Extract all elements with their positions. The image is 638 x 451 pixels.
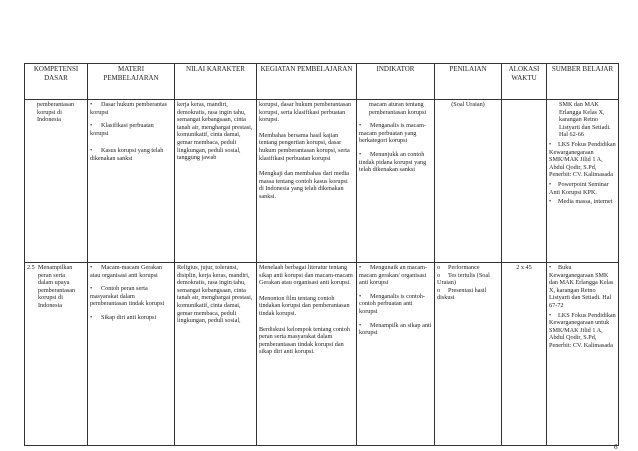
list-item: • Sikap diri anti korupsi: [90, 313, 157, 321]
header-materi: MATERI PEMBELAJARAN: [88, 64, 175, 100]
indikator-lead: macam aturan tentang pemberantasan korupsi: [369, 101, 427, 116]
bullet-icon: •: [90, 101, 93, 108]
cell-alokasi: [502, 100, 547, 263]
header-penilaian: PENILAIAN: [435, 64, 502, 100]
list-item: • Contoh peran serta masyarakat dalam pemberantasan tindak korupsi: [90, 285, 165, 308]
list-item: • Buku Kewarganegaraan SMK dan MAK Erlangga Kelas X, karangan Retno Listyarti dan Setiadi. Hal 67-72: [549, 264, 614, 309]
cell-materi: [88, 263, 175, 446]
list-item: • Menganalis is contoh-contoh perbuatan anti korupsi: [359, 292, 425, 315]
list-item: o Presentasi hasil diskusi: [437, 286, 487, 302]
list-item: • Menampilk an sikap anti korupsi: [359, 321, 432, 337]
kegiatan-paragraph: Menelaah berbagai literatur tentang sikap anti korupsi dan macam-macam Gerakan atau organisasi anti korupsi.: [259, 264, 353, 287]
cell-indikator: [357, 263, 435, 446]
cell-sumber: [547, 100, 619, 263]
header-alokasi: ALOKASI WAKTU: [502, 64, 547, 100]
cell-indikator: [357, 100, 435, 263]
list-item: • Kasus korupsi yang telah dikenakan sanksi: [90, 147, 164, 162]
list-item: • Menganalis is macam-macam perbuatan yang berkategori korupsi: [359, 122, 427, 145]
bullet-icon: •: [549, 198, 552, 206]
circle-bullet-icon: o: [437, 286, 441, 294]
cell-kompetensi: [25, 100, 88, 263]
header-row: [25, 64, 619, 100]
cell-alokasi: 2 x 45: [502, 263, 547, 446]
bullet-icon: •: [359, 150, 362, 158]
cell-kegiatan: [257, 100, 357, 263]
list-item: o Tes tertulis (Soal Uraian): [437, 271, 490, 287]
list-item: o Performance: [437, 264, 480, 271]
cell-nilai: Religius, jujur, toleransi, disiplin, kerja keras, mandiri, demokratis, rasa ingin tahu, semangat kebangsaan, cinta tanah air, menghargai prestasi, komunikatif, cinta damai, gemar membaca, peduli lingkungan, peduli sosial,: [175, 263, 257, 446]
list-item: • Klasifikasi perbuatan korupsi: [90, 122, 154, 137]
syllabus-table: [24, 63, 619, 446]
circle-bullet-icon: o: [437, 264, 441, 271]
cell-materi: [88, 100, 175, 263]
header-kegiatan: KEGIATAN PEMBELAJARAN: [257, 64, 357, 100]
cell-nilai: kerja keras, mandiri, demokratis, rasa ingin tahu, semangat kebangsaan, cinta tanah air, menghargai prestasi, komunikatif, cinta damai, gemar membaca, peduli lingkungan, peduli sosial, tanggung jawab: [175, 100, 257, 263]
cell-kegiatan: [257, 263, 357, 446]
kegiatan-paragraph: Menonton film tentang contoh tindakan korupsi dan pemberantasan tindak korupsi.: [259, 294, 350, 317]
kompetensi-text: pemberantasan korupsi di Indonesia: [37, 101, 75, 124]
bullet-icon: •: [359, 264, 362, 271]
list-item: • Media massa, internet: [549, 198, 613, 206]
bullet-icon: •: [359, 292, 362, 300]
header-indikator: INDIKATOR: [357, 64, 435, 100]
bullet-icon: •: [90, 313, 93, 321]
header-sumber: SUMBER BELAJAR: [547, 64, 619, 100]
circle-bullet-icon: o: [437, 271, 441, 279]
list-item: • Menunjukk an contoh tindak pidana korupsi yang telah dikenakan sanksi: [359, 150, 427, 174]
bullet-icon: •: [90, 285, 93, 293]
bullet-icon: •: [549, 180, 552, 188]
header-nilai: NILAI KARAKTER: [175, 64, 257, 100]
cell-sumber: [547, 263, 619, 446]
bullet-icon: •: [549, 264, 552, 271]
bullet-icon: •: [90, 264, 93, 271]
bullet-icon: •: [90, 122, 93, 130]
table-row: [25, 100, 619, 263]
list-item: • Mengunaik an macam-macam gerakan/ organisasi anti korupsi: [359, 264, 428, 287]
cell-penilaian: (Soal Uraian): [435, 100, 502, 263]
cell-kompetensi: [25, 263, 88, 446]
bullet-icon: •: [359, 122, 362, 130]
page-number: 6: [614, 443, 618, 451]
kegiatan-paragraph: Mengkaji dan membahas dari media massa tentang contoh kasus korupsi di Indonesia yang telah dikenakan sanksi.: [259, 170, 350, 200]
bullet-icon: •: [90, 147, 93, 155]
list-item: • Dasar hukum pemberantas korupsi: [90, 101, 167, 116]
list-item: • LKS Fokus Pendidikan Kewarganegaraan SMK/MAK Jilid 1 A, Abdul Qodir, S.Pd, Penerbit: CV. Kalimasada: [549, 140, 616, 179]
list-item: • LKS Fokus Pendidikan Kewarganegaraan untuk SMK/MAK Jilid 1 A, Abdul Qodir, S.Pd, Penerbit: CV. Kalimasada: [549, 311, 616, 349]
header-kompetensi: KOMPETENSI DASAR: [25, 64, 88, 100]
cell-penilaian: [435, 263, 502, 446]
list-item: • Macam-macam Gerakan atau organisasi anti korupsi: [90, 264, 162, 279]
kompetensi-number: 2.5: [27, 264, 35, 271]
table-row: [25, 263, 619, 446]
kegiatan-paragraph: Membahas bersama hasil kajian tentang pengertian korupsi, dasar hukum pemberantasan korupsi, serta klasifikasi perbuatan korupsi: [259, 131, 350, 162]
kegiatan-paragraph: korupsi, dasar hukum pemberantasan korupsi, serta klasifikasi perbuatan korupsi.: [259, 101, 352, 124]
bullet-icon: •: [549, 311, 552, 319]
bullet-icon: •: [549, 140, 552, 148]
bullet-icon: •: [359, 321, 362, 329]
sumber-lead: SMK dan MAK Erlangga Kelas X, karangan Retno Listyarti dan Setiadi. Hal 62-66: [559, 101, 611, 139]
kegiatan-paragraph: Berdiskusi kelompok tentang contoh peran serta masyarakat dalam pemberantasan tindak korupsi dan sikap diri anti korupsi.: [259, 325, 350, 356]
list-item: • Powerpoint Seminar Anti Korupsi KPK.: [549, 180, 609, 196]
kompetensi-text: Menampilkan peran serta dalam upaya pemberantasan korupsi di Indonesia: [38, 264, 76, 309]
